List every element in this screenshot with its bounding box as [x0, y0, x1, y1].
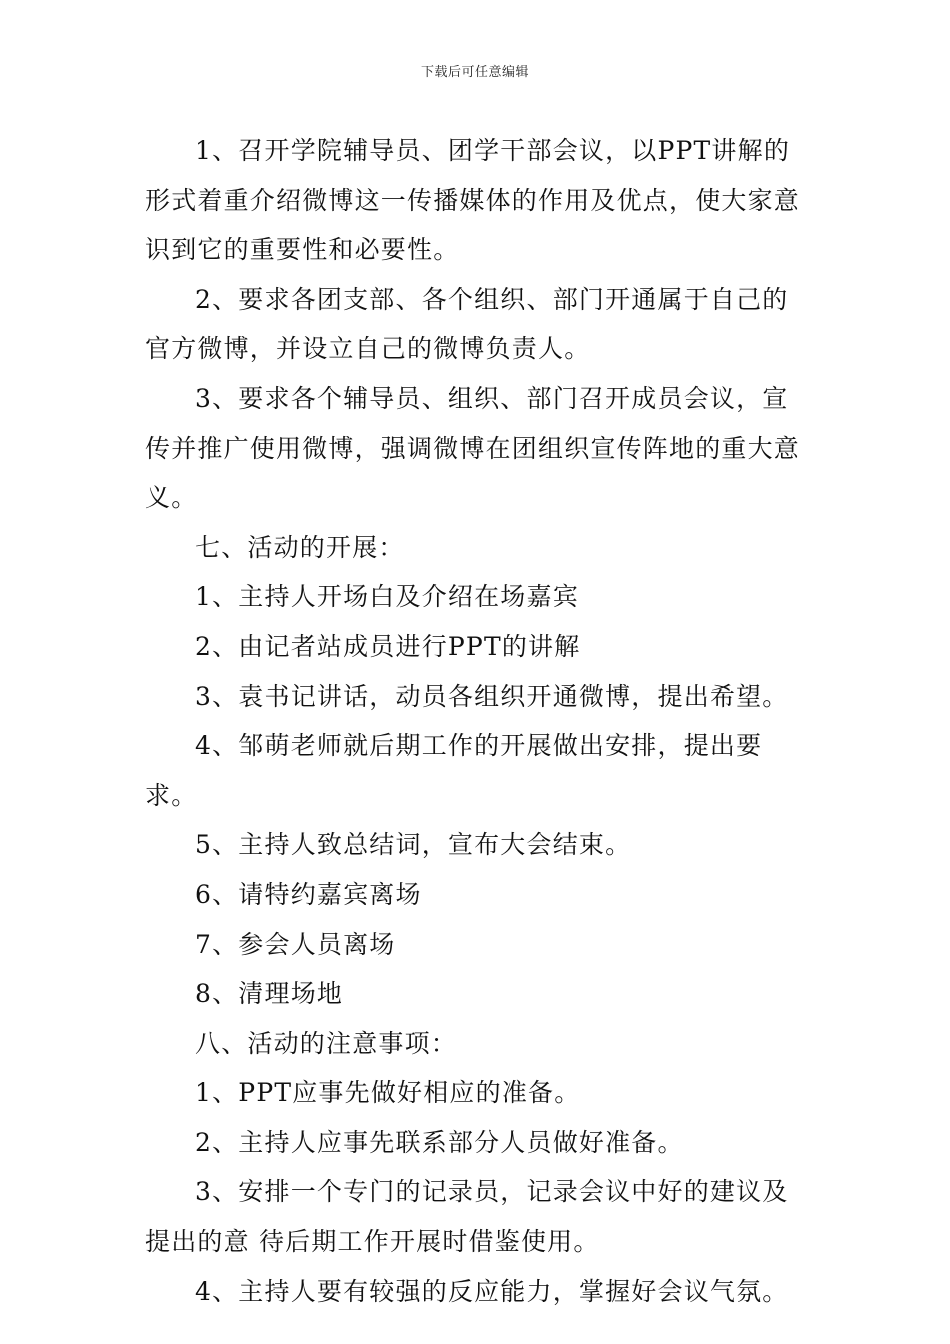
list-item: 1、PPT应事先做好相应的准备。 [195, 1078, 581, 1108]
paragraph: 2、要求各团支部、各个组织、部门开通属于自己的官方微博，并设立自己的微博负责人。 [145, 284, 789, 364]
list-item: 6、请特约嘉宾离场 [195, 879, 422, 909]
list-item: 4、主持人要有较强的反应能力，掌握好会议气氛。 [195, 1276, 789, 1306]
list-item: 4、邹萌老师就后期工作的开展做出安排，提出要求。 [145, 731, 763, 810]
list-item: 2、主持人应事先联系部分人员做好准备。 [195, 1127, 684, 1157]
paragraph: 3、要求各个辅导员、组织、部门召开成员会议，宣传并推广使用微博，强调微博在团组织宣传阵地的重大意义。 [145, 383, 801, 513]
list-item: 2、由记者站成员进行PPT的讲解 [195, 631, 581, 661]
list-item: 8、清理场地 [195, 979, 344, 1009]
section-heading: 七、活动的开展： [195, 532, 405, 562]
list-item: 5、主持人致总结词，宣布大会结束。 [195, 830, 632, 860]
paragraph: 1、召开学院辅导员、团学干部会议，以PPT讲解的形式着重介绍微博这一传播媒体的作用及优点，使大家意识到它的重要性和必要性。 [145, 136, 801, 265]
section-heading: 八、活动的注意事项： [195, 1028, 458, 1058]
list-item: 3、袁书记讲话，动员各组织开通微博，提出希望。 [195, 681, 789, 711]
header-note: 下载后可任意编辑 [420, 65, 529, 80]
list-item: 1、主持人开场白及介绍在场嘉宾 [195, 582, 579, 612]
document-body [145, 126, 810, 1316]
list-item: 7、参会人员离场 [195, 929, 396, 959]
list-item: 3、安排一个专门的记录员，记录会议中好的建议及提出的意 待后期工作开展时借鉴使用。 [145, 1177, 789, 1257]
